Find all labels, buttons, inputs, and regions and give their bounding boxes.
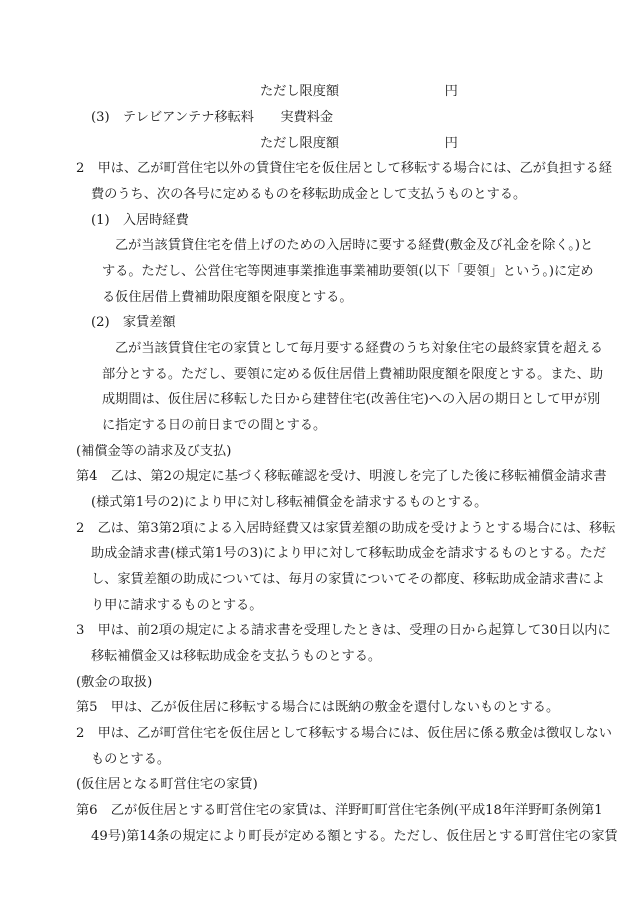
text-line: 2 甲は、乙が町営住宅以外の賃貸住宅を仮住居として移転する場合には、乙が負担する経 <box>76 161 612 176</box>
text-line: する。ただし、公営住宅等関連事業推進事業補助要領(以下「要領」という。)に定め <box>102 264 594 279</box>
text-line: ただし限度額 円 <box>260 136 458 151</box>
text-line: 第5 甲は、乙が仮住居に移転する場合には既納の敷金を還付しないものとする。 <box>76 700 560 715</box>
text-line: り甲に請求するものとする。 <box>91 598 263 613</box>
text-line: 費のうち、次の各号に定めるものを移転助成金として支払うものとする。 <box>91 187 527 202</box>
section-heading: (補償金等の請求及び支払) <box>76 444 232 459</box>
text-line: (3) テレビアンテナ移転料 実費料金 <box>91 110 334 125</box>
text-line: る仮住居借上費補助限度額を限度とする。 <box>102 290 353 305</box>
text-line: 移転補償金又は移転助成金を支払うものとする。 <box>91 649 382 664</box>
text-line: (様式第1号の2)により甲に対し移転補償金を請求するものとする。 <box>91 495 488 510</box>
text-line: 乙が当該賃貸住宅を借上げのための入居時に要する経費(敷金及び礼金を除く。)と <box>115 238 594 253</box>
text-line: 成期間は、仮住居に移転した日から建替住宅(改善住宅)への入居の期日として甲が別 <box>102 392 601 407</box>
text-line: ものとする。 <box>91 752 171 767</box>
section-heading: (敷金の取扱) <box>76 675 153 690</box>
text-line: (1) 入居時経費 <box>91 213 189 228</box>
text-line: 3 甲は、前2項の規定による請求書を受理したときは、受理の日から起算して30日以内に <box>76 623 611 638</box>
text-line: 第6 乙が仮住居とする町営住宅の家賃は、洋野町町営住宅条例(平成18年洋野町条例第1 <box>76 803 603 818</box>
text-line: ただし限度額 円 <box>260 84 458 99</box>
text-line: 助成金請求書(様式第1号の3)により甲に対して移転助成金を請求するものとする。ただ <box>91 546 607 561</box>
text-line: (2) 家賃差額 <box>91 315 176 330</box>
section-heading: (仮住居となる町営住宅の家賃) <box>76 777 258 792</box>
text-line: 第4 乙は、第2の規定に基づく移転確認を受け、明渡しを完了した後に移転補償金請求書 <box>76 469 607 484</box>
text-line: し、家賃差額の助成については、毎月の家賃についてその都度、移転助成金請求書によ <box>91 572 605 587</box>
text-line: 乙が当該賃貸住宅の家賃として毎月要する経費のうち対象住宅の最終家賃を超える <box>115 341 603 356</box>
text-line: 2 乙は、第3第2項による入居時経費又は家賃差額の助成を受けようとする場合には、移転 <box>76 521 616 536</box>
text-line: 部分とする。ただし、要領に定める仮住居借上費補助限度額を限度とする。また、助 <box>102 367 604 382</box>
text-line: 49号)第14条の規定により町長が定める額とする。ただし、仮住居とする町営住宅の家賃 <box>91 829 618 844</box>
text-line: に指定する日の前日までの間とする。 <box>102 418 327 433</box>
text-line: 2 甲は、乙が町営住宅を仮住居として移転する場合には、仮住居に係る敷金は徴収しない <box>76 726 612 741</box>
